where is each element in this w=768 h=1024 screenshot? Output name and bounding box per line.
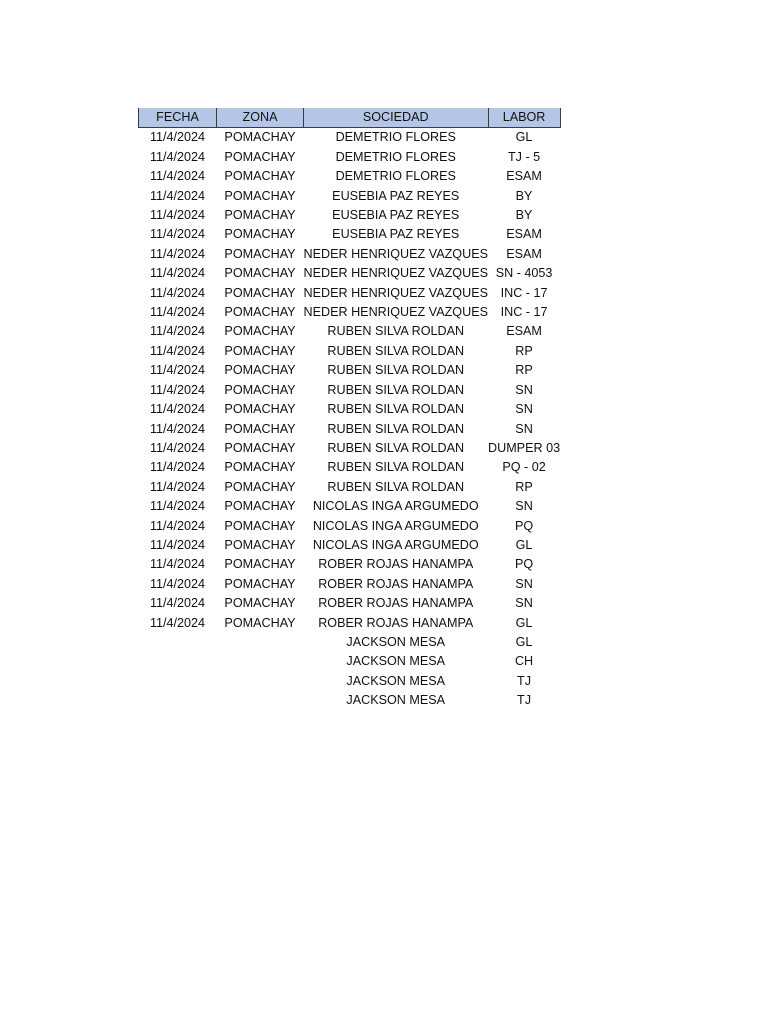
table-row bbox=[139, 322, 561, 341]
fecha-cell: 11/4/2024 bbox=[149, 615, 206, 630]
labor-cell: GL bbox=[515, 615, 533, 630]
table-row bbox=[139, 167, 561, 186]
labor-cell: PQ bbox=[514, 557, 534, 572]
sociedad-cell: EUSEBIA PAZ REYES bbox=[332, 188, 460, 203]
fecha-cell bbox=[139, 672, 217, 691]
labor-cell: BY bbox=[515, 188, 533, 203]
table-row bbox=[139, 128, 561, 148]
table-row bbox=[139, 439, 561, 458]
labor-cell: INC - 17 bbox=[500, 285, 548, 300]
zona-cell: POMACHAY bbox=[224, 518, 296, 533]
table-row bbox=[139, 206, 561, 225]
sociedad-cell: EUSEBIA PAZ REYES bbox=[332, 208, 460, 223]
labor-cell: ESAM bbox=[506, 169, 542, 184]
labor-cell: RP bbox=[515, 479, 533, 494]
sociedad-cell: JACKSON MESA bbox=[346, 654, 446, 669]
sociedad-cell: JACKSON MESA bbox=[346, 673, 446, 688]
sociedad-cell: RUBEN SILVA ROLDAN bbox=[327, 324, 465, 339]
fecha-cell: 11/4/2024 bbox=[149, 266, 206, 281]
labor-cell: SN bbox=[515, 576, 533, 591]
table-row bbox=[139, 342, 561, 361]
zona-cell: POMACHAY bbox=[224, 440, 296, 455]
fecha-cell: 11/4/2024 bbox=[149, 479, 206, 494]
zona-cell: POMACHAY bbox=[224, 305, 296, 320]
zona-cell: POMACHAY bbox=[224, 227, 296, 242]
table-row bbox=[139, 400, 561, 419]
labor-cell: CH bbox=[514, 654, 534, 669]
zona-cell: POMACHAY bbox=[224, 324, 296, 339]
table-row bbox=[139, 187, 561, 206]
zona-cell: POMACHAY bbox=[224, 188, 296, 203]
table-row bbox=[139, 381, 561, 400]
zona-cell: POMACHAY bbox=[224, 421, 296, 436]
fecha-cell: 11/4/2024 bbox=[149, 227, 206, 242]
fecha-cell: 11/4/2024 bbox=[149, 557, 206, 572]
table-row bbox=[139, 225, 561, 244]
zona-cell bbox=[217, 652, 304, 671]
labor-cell: INC - 17 bbox=[500, 305, 548, 320]
table-row bbox=[139, 458, 561, 477]
fecha-cell: 11/4/2024 bbox=[149, 285, 206, 300]
table-row bbox=[139, 536, 561, 555]
sociedad-cell: NEDER HENRIQUEZ VAZQUES bbox=[303, 305, 488, 320]
zona-cell: POMACHAY bbox=[224, 149, 296, 164]
zona-cell: POMACHAY bbox=[224, 246, 296, 261]
fecha-cell bbox=[139, 691, 217, 710]
fecha-cell: 11/4/2024 bbox=[149, 499, 206, 514]
sociedad-cell: JACKSON MESA bbox=[346, 693, 446, 708]
table-row bbox=[139, 478, 561, 497]
fecha-cell: 11/4/2024 bbox=[149, 460, 206, 475]
sociedad-cell: RUBEN SILVA ROLDAN bbox=[327, 460, 465, 475]
table-row bbox=[139, 148, 561, 167]
fecha-cell: 11/4/2024 bbox=[149, 305, 206, 320]
header-fecha: FECHA bbox=[139, 108, 217, 128]
labor-cell: SN bbox=[515, 402, 533, 417]
sociedad-cell: EUSEBIA PAZ REYES bbox=[332, 227, 460, 242]
sociedad-cell: DEMETRIO FLORES bbox=[335, 169, 456, 184]
labor-cell: SN bbox=[515, 382, 533, 397]
fecha-cell: 11/4/2024 bbox=[149, 324, 206, 339]
zona-cell: POMACHAY bbox=[224, 343, 296, 358]
table-row bbox=[139, 691, 561, 710]
zona-cell: POMACHAY bbox=[224, 130, 296, 145]
fecha-cell bbox=[139, 633, 217, 652]
header-labor: LABOR bbox=[488, 108, 560, 128]
zona-cell: POMACHAY bbox=[224, 499, 296, 514]
sociedad-cell: ROBER ROJAS HANAMPA bbox=[318, 615, 474, 630]
fecha-cell: 11/4/2024 bbox=[149, 402, 206, 417]
sociedad-cell: RUBEN SILVA ROLDAN bbox=[327, 363, 465, 378]
sociedad-cell: ROBER ROJAS HANAMPA bbox=[318, 557, 474, 572]
sociedad-cell: RUBEN SILVA ROLDAN bbox=[327, 479, 465, 494]
sociedad-cell: NICOLAS INGA ARGUMEDO bbox=[312, 518, 479, 533]
zona-cell: POMACHAY bbox=[224, 208, 296, 223]
labor-cell: PQ bbox=[514, 518, 534, 533]
table-row bbox=[139, 245, 561, 264]
labor-cell: RP bbox=[515, 363, 533, 378]
header-row bbox=[139, 108, 561, 128]
zona-cell: POMACHAY bbox=[224, 169, 296, 184]
table-row bbox=[139, 303, 561, 322]
header-sociedad: SOCIEDAD bbox=[304, 108, 489, 128]
sociedad-cell: RUBEN SILVA ROLDAN bbox=[327, 343, 465, 358]
zona-cell: POMACHAY bbox=[224, 460, 296, 475]
sociedad-cell: ROBER ROJAS HANAMPA bbox=[318, 596, 474, 611]
labor-cell: TJ - 5 bbox=[507, 149, 541, 164]
fecha-cell: 11/4/2024 bbox=[149, 343, 206, 358]
fecha-cell: 11/4/2024 bbox=[149, 169, 206, 184]
sociedad-cell: DEMETRIO FLORES bbox=[335, 149, 456, 164]
zona-cell: POMACHAY bbox=[224, 576, 296, 591]
fecha-cell: 11/4/2024 bbox=[149, 149, 206, 164]
table-row bbox=[139, 594, 561, 613]
labor-cell: GL bbox=[515, 634, 533, 649]
sociedad-cell: NICOLAS INGA ARGUMEDO bbox=[312, 499, 479, 514]
header-zona: ZONA bbox=[217, 108, 304, 128]
sociedad-cell: JACKSON MESA bbox=[346, 634, 446, 649]
zona-cell: POMACHAY bbox=[224, 382, 296, 397]
fecha-cell: 11/4/2024 bbox=[149, 208, 206, 223]
table-row bbox=[139, 420, 561, 439]
fecha-cell: 11/4/2024 bbox=[149, 440, 206, 455]
data-table bbox=[138, 108, 561, 711]
fecha-cell: 11/4/2024 bbox=[149, 596, 206, 611]
labor-cell: SN bbox=[515, 596, 533, 611]
fecha-cell: 11/4/2024 bbox=[149, 421, 206, 436]
zona-cell: POMACHAY bbox=[224, 285, 296, 300]
fecha-cell: 11/4/2024 bbox=[149, 576, 206, 591]
sociedad-cell: ROBER ROJAS HANAMPA bbox=[318, 576, 474, 591]
labor-cell: GL bbox=[515, 130, 533, 145]
sociedad-cell: RUBEN SILVA ROLDAN bbox=[327, 440, 465, 455]
zona-cell: POMACHAY bbox=[224, 363, 296, 378]
table-body bbox=[139, 128, 561, 711]
sociedad-cell: RUBEN SILVA ROLDAN bbox=[327, 382, 465, 397]
sociedad-cell: NEDER HENRIQUEZ VAZQUES bbox=[303, 266, 488, 281]
zona-cell: POMACHAY bbox=[224, 479, 296, 494]
fecha-cell: 11/4/2024 bbox=[149, 382, 206, 397]
labor-cell: SN bbox=[515, 421, 533, 436]
zona-cell bbox=[217, 691, 304, 710]
table-row bbox=[139, 652, 561, 671]
table-row bbox=[139, 497, 561, 516]
labor-cell: PQ - 02 bbox=[502, 460, 546, 475]
zona-cell: POMACHAY bbox=[224, 266, 296, 281]
table-row bbox=[139, 284, 561, 303]
labor-cell: SN bbox=[515, 499, 533, 514]
labor-cell: ESAM bbox=[506, 227, 542, 242]
fecha-cell: 11/4/2024 bbox=[149, 246, 206, 261]
labor-cell: TJ bbox=[517, 673, 532, 688]
labor-cell: GL bbox=[515, 537, 533, 552]
zona-cell: POMACHAY bbox=[224, 557, 296, 572]
labor-cell: SN - 4053 bbox=[495, 266, 553, 281]
table-row bbox=[139, 517, 561, 536]
zona-cell: POMACHAY bbox=[224, 402, 296, 417]
labor-cell: ESAM bbox=[506, 324, 542, 339]
sociedad-cell: RUBEN SILVA ROLDAN bbox=[327, 421, 465, 436]
table-row bbox=[139, 614, 561, 633]
spreadsheet-page bbox=[138, 108, 561, 711]
labor-cell: DUMPER 03 bbox=[488, 440, 561, 455]
sociedad-cell: NICOLAS INGA ARGUMEDO bbox=[312, 537, 479, 552]
zona-cell bbox=[217, 633, 304, 652]
zona-cell bbox=[217, 672, 304, 691]
table-row bbox=[139, 361, 561, 380]
zona-cell: POMACHAY bbox=[224, 537, 296, 552]
fecha-cell bbox=[139, 652, 217, 671]
table-row bbox=[139, 575, 561, 594]
labor-cell: TJ bbox=[517, 693, 532, 708]
table-row bbox=[139, 633, 561, 652]
labor-cell: RP bbox=[515, 343, 533, 358]
fecha-cell: 11/4/2024 bbox=[149, 130, 206, 145]
labor-cell: BY bbox=[515, 208, 533, 223]
zona-cell: POMACHAY bbox=[224, 596, 296, 611]
table-row bbox=[139, 672, 561, 691]
labor-cell: ESAM bbox=[506, 246, 542, 261]
zona-cell: POMACHAY bbox=[224, 615, 296, 630]
fecha-cell: 11/4/2024 bbox=[149, 537, 206, 552]
sociedad-cell: NEDER HENRIQUEZ VAZQUES bbox=[303, 285, 488, 300]
sociedad-cell: DEMETRIO FLORES bbox=[335, 130, 456, 145]
sociedad-cell: NEDER HENRIQUEZ VAZQUES bbox=[303, 246, 488, 261]
table-row bbox=[139, 555, 561, 574]
sociedad-cell: RUBEN SILVA ROLDAN bbox=[327, 402, 465, 417]
fecha-cell: 11/4/2024 bbox=[149, 518, 206, 533]
fecha-cell: 11/4/2024 bbox=[149, 188, 206, 203]
table-row bbox=[139, 264, 561, 283]
fecha-cell: 11/4/2024 bbox=[149, 363, 206, 378]
